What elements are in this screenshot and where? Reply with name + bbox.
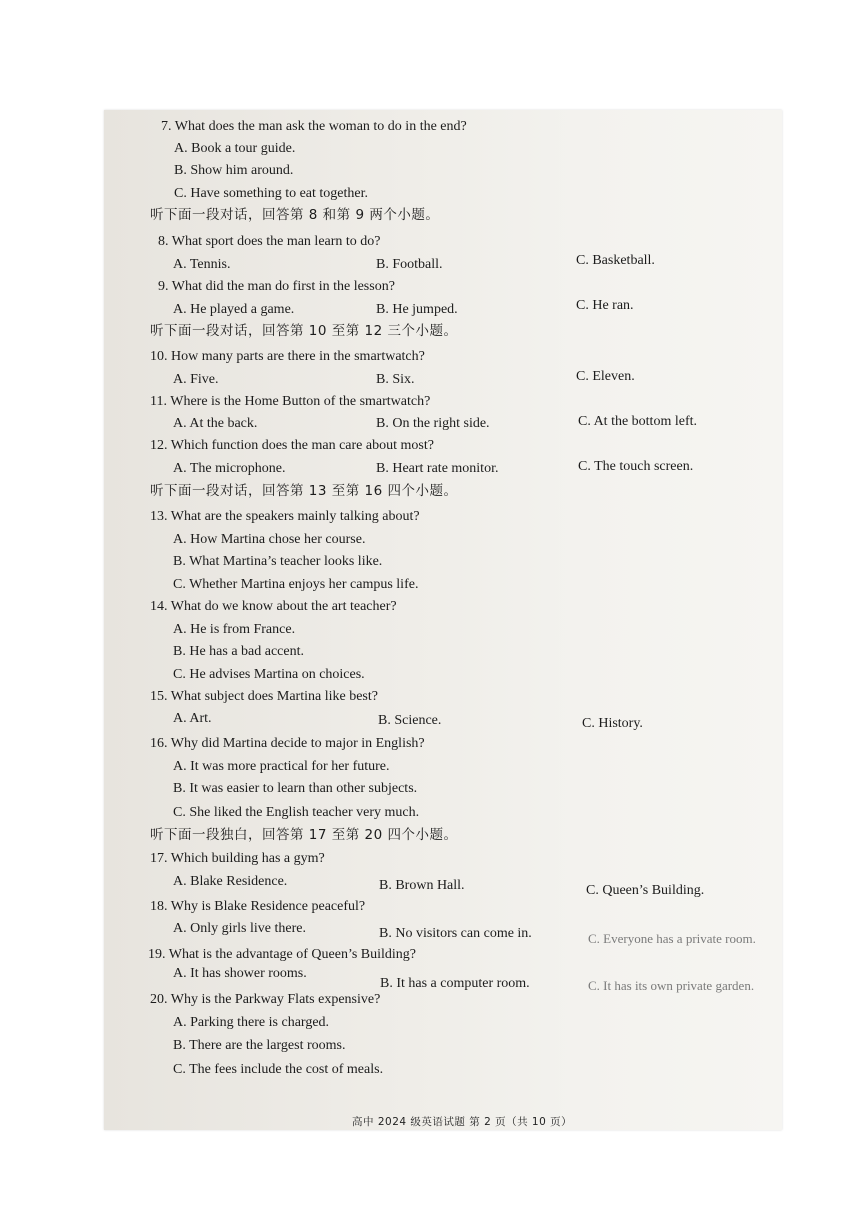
option-20b: B. There are the largest rooms.: [173, 1038, 346, 1053]
option-14c: C. He advises Martina on choices.: [173, 667, 365, 682]
option-18b: B. No visitors can come in.: [379, 926, 532, 941]
question-14: 14. What do we know about the art teacher?: [150, 599, 397, 614]
option-19a: A. It has shower rooms.: [173, 966, 307, 981]
question-15: 15. What subject does Martina like best?: [150, 689, 378, 704]
option-7a: A. Book a tour guide.: [174, 141, 296, 156]
option-17a: A. Blake Residence.: [173, 874, 288, 889]
question-16: 16. Why did Martina decide to major in English?: [150, 736, 425, 751]
option-10a: A. Five.: [173, 372, 219, 387]
option-18a: A. Only girls live there.: [173, 921, 306, 936]
option-14b: B. He has a bad accent.: [173, 644, 304, 659]
question-20: 20. Why is the Parkway Flats expensive?: [150, 992, 381, 1007]
option-13c: C. Whether Martina enjoys her campus life.: [173, 577, 419, 592]
option-9c: C. He ran.: [576, 298, 634, 313]
option-12b: B. Heart rate monitor.: [376, 461, 499, 476]
section-instruction-8-9: 听下面一段对话，回答第 8 和第 9 两个小题。: [150, 207, 440, 223]
option-15b: B. Science.: [378, 713, 442, 728]
question-19: 19. What is the advantage of Queen’s Building?: [148, 947, 417, 962]
option-11c: C. At the bottom left.: [578, 414, 697, 429]
option-17c: C. Queen’s Building.: [586, 883, 705, 898]
section-instruction-17-20: 听下面一段独白，回答第 17 至第 20 四个小题。: [150, 827, 458, 843]
option-16b: B. It was easier to learn than other subjects.: [173, 781, 418, 796]
option-9b: B. He jumped.: [376, 302, 458, 317]
option-8b: B. Football.: [376, 257, 443, 272]
question-17: 17. Which building has a gym?: [150, 851, 325, 866]
option-13a: A. How Martina chose her course.: [173, 532, 366, 547]
question-18: 18. Why is Blake Residence peaceful?: [150, 899, 366, 914]
section-instruction-10-12: 听下面一段对话，回答第 10 至第 12 三个小题。: [150, 323, 458, 339]
question-9: 9. What did the man do first in the lesson?: [158, 279, 395, 294]
option-7c: C. Have something to eat together.: [174, 186, 369, 201]
exam-page: [104, 110, 782, 1130]
option-20c: C. The fees include the cost of meals.: [173, 1062, 384, 1077]
option-9a: A. He played a game.: [173, 302, 295, 317]
option-16c: C. She liked the English teacher very much.: [173, 805, 420, 820]
option-16a: A. It was more practical for her future.: [173, 759, 390, 774]
option-19b: B. It has a computer room.: [380, 976, 530, 991]
question-7: 7. What does the man ask the woman to do in the end?: [161, 119, 467, 134]
question-8: 8. What sport does the man learn to do?: [158, 234, 381, 249]
option-11a: A. At the back.: [173, 416, 258, 431]
option-15c: C. History.: [582, 716, 643, 731]
option-17b: B. Brown Hall.: [379, 878, 465, 893]
option-8a: A. Tennis.: [173, 257, 231, 272]
option-8c: C. Basketball.: [576, 253, 655, 268]
option-11b: B. On the right side.: [376, 416, 490, 431]
option-10c: C. Eleven.: [576, 369, 635, 384]
question-12: 12. Which function does the man care about most?: [150, 438, 434, 453]
option-12c: C. The touch screen.: [578, 459, 694, 474]
option-10b: B. Six.: [376, 372, 415, 387]
option-12a: A. The microphone.: [173, 461, 286, 476]
question-13: 13. What are the speakers mainly talking about?: [150, 509, 420, 524]
question-11: 11. Where is the Home Button of the smartwatch?: [150, 394, 431, 409]
option-19c: C. It has its own private garden.: [588, 978, 755, 993]
option-18c: C. Everyone has a private room.: [588, 931, 756, 946]
option-14a: A. He is from France.: [173, 622, 296, 637]
option-7b: B. Show him around.: [174, 163, 294, 178]
option-20a: A. Parking there is charged.: [173, 1015, 330, 1030]
option-13b: B. What Martina’s teacher looks like.: [173, 554, 383, 569]
page-footer: 高中 2024 级英语试题 第 2 页（共 10 页）: [352, 1116, 573, 1128]
option-15a: A. Art.: [173, 711, 212, 726]
section-instruction-13-16: 听下面一段对话，回答第 13 至第 16 四个小题。: [150, 483, 458, 499]
question-10: 10. How many parts are there in the smartwatch?: [150, 349, 425, 364]
